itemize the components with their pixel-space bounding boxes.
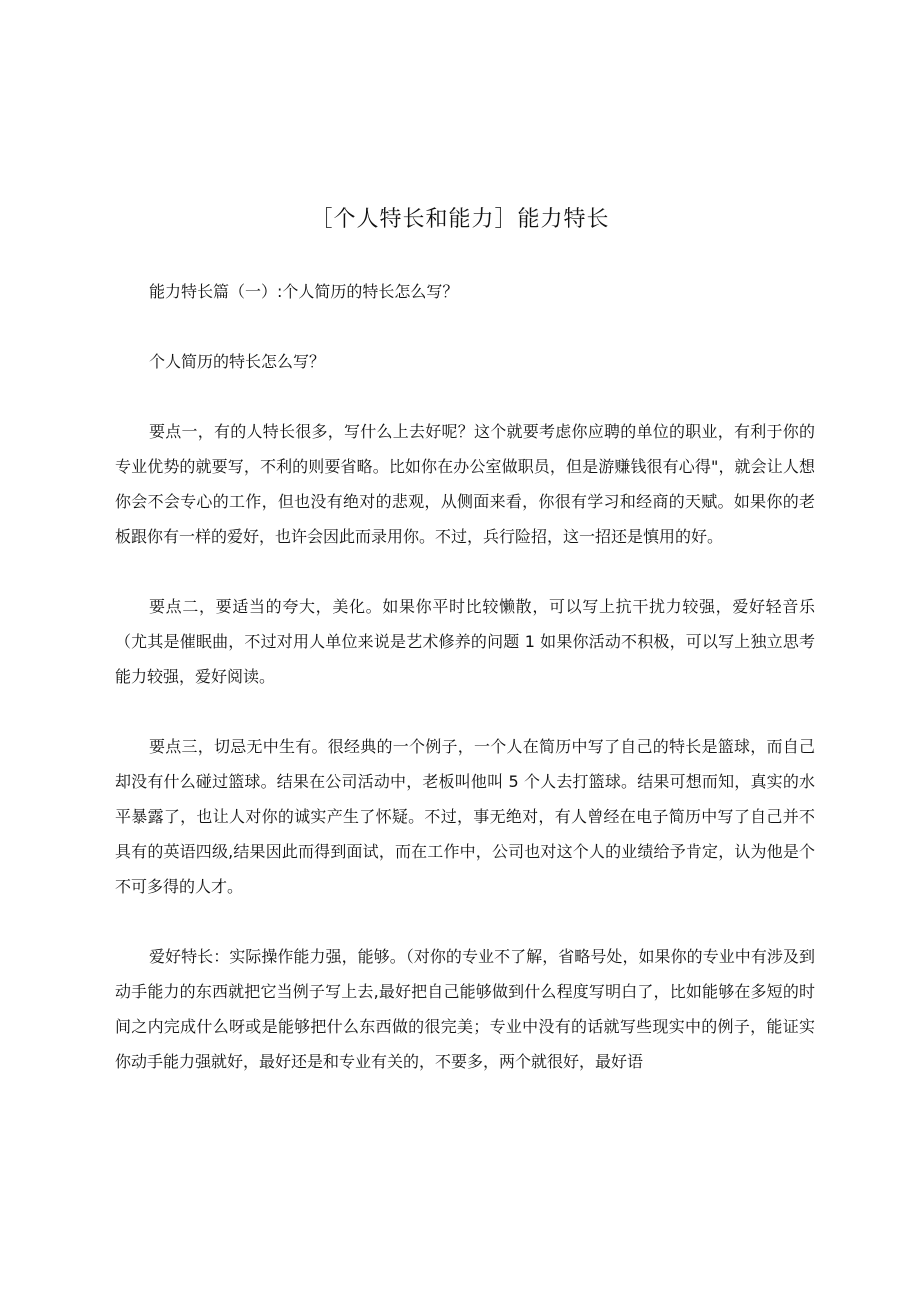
section-heading: 能力特长篇（一）:个人简历的特长怎么写？: [149, 282, 459, 301]
paragraph-hobbies: 爱好特长：实际操作能力强，能够。（对你的专业不了解，省略号处，如果你的专业中有涉及到动手能力的东西就把它当例子写上去,最好把自己能够做到什么程度写明白了，比如能够在多短的时间之内完成什么呀或是能够把什么东西做的很完美；专业中没有的话就写些现实中的例子，能证实你动手能力强就好，最好还是和专业有关的，不要多，两个就很好，最好语: [115, 947, 815, 1071]
paragraph-point-three: 要点三，切忌无中生有。很经典的一个例子，一个人在简历中写了自己的特长是篮球，而自己却没有什么碰过篮球。结果在公司活动中，老板叫他叫 5 个人去打篮球。结果可想而知，真实的水平暴露了，也让人对你的诚实产生了怀疑。不过，事无绝对，有人曾经在电子简历中写了自己并不具有的英语四级,结果因此而得到面试，而在工作中，公司也对这个人的业绩给予肯定，认为他是个不可多得的人才。: [115, 737, 815, 896]
document-body: [115, 274, 815, 1114]
page-title: ［个人特长和能力］能力特长: [310, 207, 610, 232]
subheading: 个人简历的特长怎么写？: [149, 352, 326, 371]
paragraph-point-two: 要点二，要适当的夸大，美化。如果你平时比较懒散，可以写上抗干扰力较强，爱好轻音乐（尤其是催眠曲，不过对用人单位来说是艺术修养的问题 1 如果你活动不积极，可以写上独立思考能力较强，爱好阅读。: [115, 597, 815, 686]
paragraph-point-one: 要点一，有的人特长很多，写什么上去好呢？这个就要考虑你应聘的单位的职业，有利于你的专业优势的就要写，不利的则要省略。比如你在办公室做职员，但是游赚钱很有心得"，就会让人想你会不会专心的工作，但也没有绝对的悲观，从侧面来看，你很有学习和经商的天赋。如果你的老板跟你有一样的爱好，也许会因此而录用你。不过，兵行险招，这一招还是慎用的好。: [115, 422, 815, 546]
